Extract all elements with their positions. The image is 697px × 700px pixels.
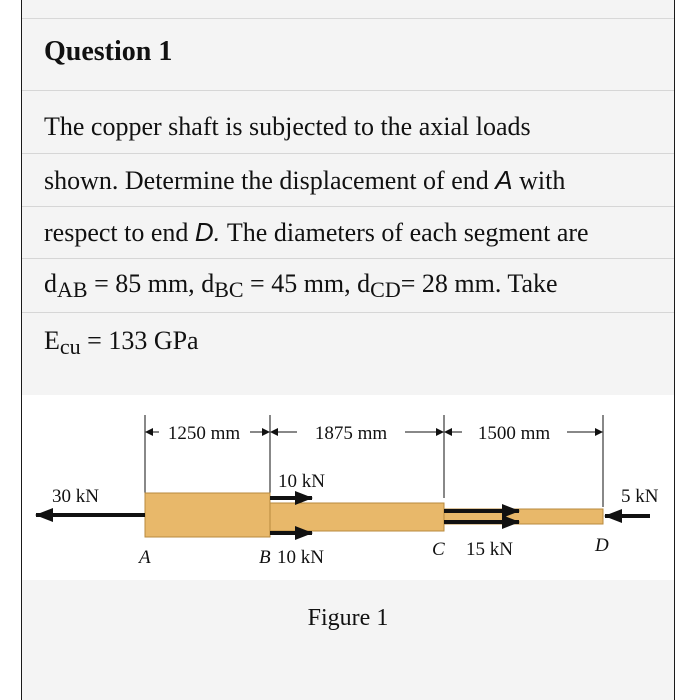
divider — [22, 153, 674, 154]
text-segment: shown. Determine the displacement of end — [44, 166, 496, 195]
load-label-a: 30 kN — [52, 486, 99, 507]
shaft-figure — [22, 395, 674, 580]
point-label-d: D — [595, 535, 609, 556]
cu-subscript: cu — [59, 334, 81, 359]
load-label-c: 15 kN — [466, 539, 513, 560]
question-line-5-modulus — [44, 326, 199, 360]
ab-value: = 85 mm, — [87, 269, 202, 298]
text-segment: with — [512, 166, 566, 195]
point-label-c: C — [432, 539, 445, 560]
d-symbol: d — [201, 269, 215, 298]
card-top-bar — [22, 0, 674, 19]
divider — [22, 312, 674, 313]
d-symbol: d — [44, 269, 57, 298]
e-symbol: E — [44, 326, 60, 355]
question-line-1: The copper shaft is subjected to the axial loads — [44, 112, 531, 141]
divider — [22, 258, 674, 259]
shaft-diagram — [22, 395, 674, 580]
divider — [22, 206, 674, 207]
bc-value: = 45 mm, — [243, 269, 358, 298]
e-value: = 133 GPa — [80, 326, 199, 355]
load-label-d: 5 kN — [621, 486, 659, 507]
point-label-a: A — [139, 547, 151, 568]
question-line-2 — [44, 165, 565, 196]
bc-subscript: BC — [214, 277, 244, 302]
question-line-3 — [44, 217, 589, 248]
d-symbol: d — [357, 269, 371, 298]
ab-subscript: AB — [57, 277, 88, 302]
shaft-segment-ab — [145, 493, 270, 537]
point-label-b: B — [259, 547, 271, 568]
dim-label-bc: 1875 mm — [314, 423, 388, 444]
question-card — [21, 0, 675, 700]
shaft-segment-bc — [270, 503, 444, 531]
cd-subscript: CD — [370, 277, 401, 302]
text-segment: respect to end — [44, 218, 195, 247]
load-label-b-bottom: 10 kN — [277, 547, 324, 568]
end-d-symbol: D. — [194, 217, 221, 247]
question-heading: Question 1 — [44, 36, 173, 67]
divider — [22, 90, 674, 91]
dim-label-ab: 1250 mm — [167, 423, 241, 444]
question-line-4-diameters — [44, 269, 558, 303]
text-segment: The diameters of each segment are — [220, 218, 589, 247]
cd-value: = 28 mm. Take — [400, 269, 558, 298]
figure-caption: Figure 1 — [307, 605, 389, 631]
dim-label-cd: 1500 mm — [477, 423, 551, 444]
end-a-symbol: A — [495, 165, 513, 195]
load-label-b-top: 10 kN — [278, 471, 325, 492]
